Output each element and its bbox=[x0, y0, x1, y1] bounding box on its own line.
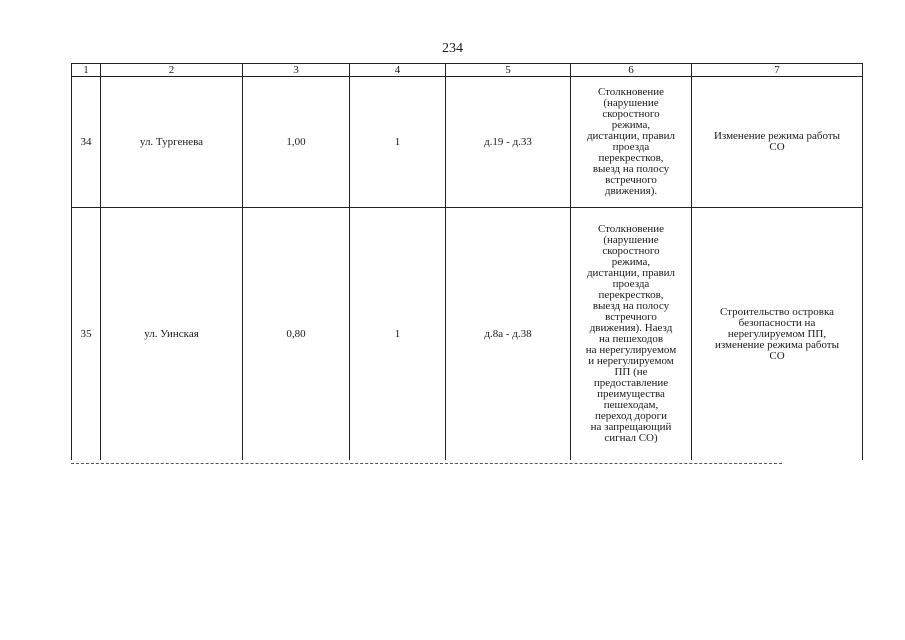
proposed-measures: Строительство островка безопасности на нерегулируемом ПП, изменение режима работы СО bbox=[692, 208, 863, 461]
column-number: 6 bbox=[571, 64, 692, 77]
accident-count: 1 bbox=[350, 77, 446, 208]
street-name: ул. Уинская bbox=[101, 208, 243, 461]
column-number: 2 bbox=[101, 64, 243, 77]
column-number: 1 bbox=[72, 64, 101, 77]
house-range: д.8а - д.38 bbox=[446, 208, 571, 461]
column-number-row bbox=[72, 64, 863, 77]
accident-cause: Столкновение (нарушение скоростного режима, дистанции, правил проезда перекрестков, выезд на полосу встречного движения). Наезд на пешеходов на нерегулируемом и нерегулируемом ПП (не предоставление преимущества пешеходам, переход дороги на запрещающий сигнал СО) bbox=[571, 208, 692, 461]
table-bottom-rule bbox=[71, 463, 782, 464]
column-number: 4 bbox=[350, 64, 446, 77]
table-row bbox=[72, 77, 863, 208]
street-name: ул. Тургенева bbox=[101, 77, 243, 208]
page-number: 234 bbox=[442, 41, 463, 56]
house-range: д.19 - д.33 bbox=[446, 77, 571, 208]
section-length: 0,80 bbox=[243, 208, 350, 461]
section-length: 1,00 bbox=[243, 77, 350, 208]
accident-cause: Столкновение (нарушение скоростного режима, дистанции, правил проезда перекрестков, выезд на полосу встречного движения). bbox=[571, 77, 692, 208]
table-row bbox=[72, 208, 863, 461]
row-number: 34 bbox=[72, 77, 101, 208]
column-number: 7 bbox=[692, 64, 863, 77]
row-number: 35 bbox=[72, 208, 101, 461]
accident-table bbox=[71, 63, 863, 460]
column-number: 5 bbox=[446, 64, 571, 77]
accident-count: 1 bbox=[350, 208, 446, 461]
column-number: 3 bbox=[243, 64, 350, 77]
proposed-measures: Изменение режима работы СО bbox=[692, 77, 863, 208]
